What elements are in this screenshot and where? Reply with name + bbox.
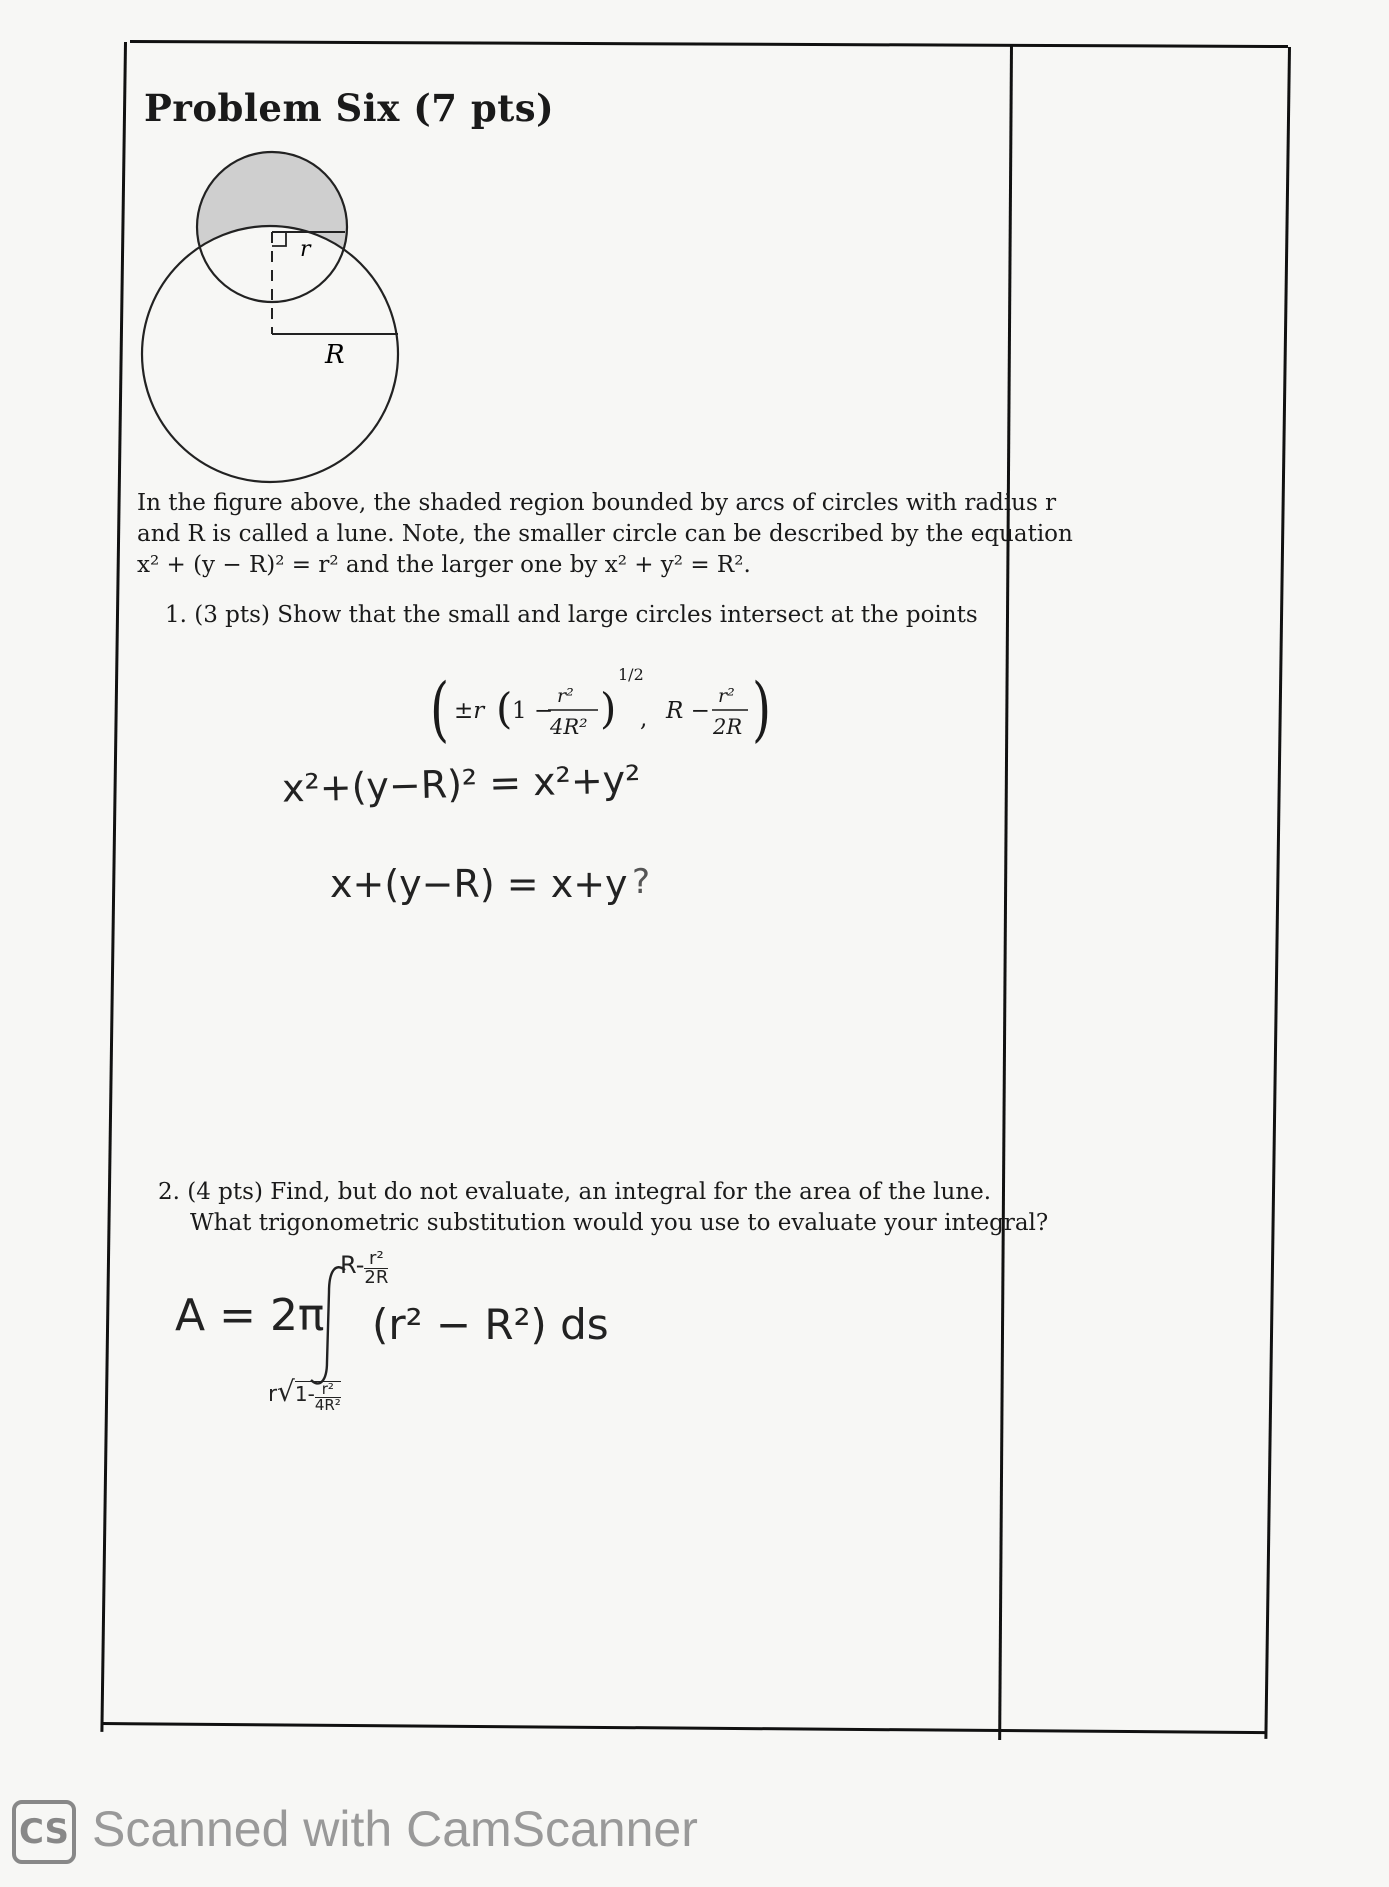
formula-num-2: r² (718, 685, 735, 707)
question-2-line-2: What trigonometric substitution would you use to evaluate your integral? (190, 1210, 1049, 1236)
intro-line-1: In the figure above, the shaded region bounded by arcs of circles with radius r (137, 490, 1057, 516)
lower-limit-one-minus: 1- (294, 1382, 315, 1406)
problem-title: Problem Six (7 pts) (144, 86, 555, 130)
formula-den: 4R² (550, 715, 588, 739)
lower-limit (268, 1375, 341, 1414)
frame-bottom-line (102, 1722, 1267, 1734)
formula-pm-r: ±r (454, 698, 485, 724)
lower-limit-den: 4R² (314, 1395, 341, 1414)
sqrt-sign: √ (277, 1375, 295, 1408)
question-2-line-1: 2. (4 pts) Find, but do not evaluate, an integral for the area of the lune. (158, 1179, 992, 1205)
question-1: 1. (3 pts) Show that the small and large circles intersect at the points (165, 602, 978, 628)
right-angle-mark (272, 232, 286, 246)
question-2 (158, 1177, 1049, 1239)
formula-big-paren-right: ) (752, 669, 772, 751)
handwritten-equation-2: x+(y−R) = x+y (330, 862, 628, 906)
intro-line-3: x² + (y − R)² = r² and the larger one by x² + y² = R². (137, 552, 751, 578)
frame-right-line (1264, 47, 1291, 1739)
camscanner-text: Scanned with CamScanner (92, 1801, 698, 1857)
lune-diagram (130, 150, 430, 490)
upper-limit (340, 1250, 388, 1287)
formula-exponent: 1/2 (618, 665, 644, 684)
frame-left-line (100, 42, 127, 1732)
frame-top-line (130, 40, 1288, 48)
intro-paragraph (137, 488, 1073, 581)
handwritten-question-mark: ? (632, 862, 651, 902)
formula-R-minus: R − (666, 698, 710, 724)
large-circle (142, 226, 398, 482)
formula-num: r² (557, 685, 574, 707)
formula-paren-right: ) (600, 684, 617, 733)
handwritten-area-lhs: A = 2π (175, 1290, 325, 1341)
handwritten-integrand: (r² − R²) ds (372, 1300, 609, 1349)
upper-limit-R-minus: R- (340, 1251, 365, 1279)
frame-divider-line (998, 44, 1013, 1740)
camscanner-logo: CS (12, 1800, 76, 1864)
intersection-formula (430, 660, 790, 756)
intro-line-2: and R is called a lune. Note, the smaller circle can be described by the equation (137, 521, 1073, 547)
lower-limit-num: r² (315, 1382, 341, 1398)
formula-comma: , (640, 706, 648, 732)
upper-limit-num: r² (364, 1250, 388, 1269)
upper-limit-den: 2R (364, 1267, 389, 1288)
handwritten-equation-1: x²+(y−R)² = x²+y² (281, 757, 641, 811)
label-r: r (300, 237, 311, 262)
formula-paren-left: ( (496, 684, 513, 733)
lower-limit-r: r (268, 1382, 278, 1407)
formula-den-2: 2R (713, 715, 743, 739)
label-R: R (325, 340, 345, 370)
formula-big-paren-left: ( (430, 669, 450, 751)
formula-one-minus: 1 − (512, 698, 554, 724)
